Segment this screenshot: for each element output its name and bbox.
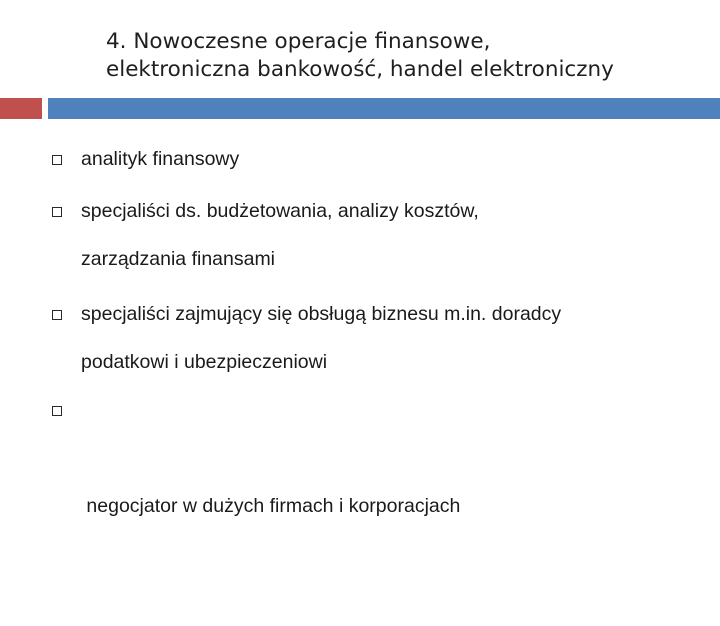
slide-title-line-2: elektroniczna bankowość, handel elektroniczny xyxy=(106,57,614,82)
bullet-text xyxy=(81,187,479,283)
square-bullet-icon xyxy=(52,155,62,165)
bullet-text-line-2: podatkowi i ubezpieczeniowi xyxy=(81,351,328,373)
bullet-text-line-1: analityk finansowy xyxy=(81,148,240,170)
slide-title-line-1: 4. Nowoczesne operacje finansowe, xyxy=(106,29,491,54)
bullet-text-line-1: specjaliści zajmujący się obsługą biznesu m.in. doradcy xyxy=(81,303,562,325)
bullet-text xyxy=(81,290,561,386)
bullet-text-line-1: negocjator w dużych firmach i korporacjach xyxy=(81,495,461,517)
bullet-text-line-2: zarządzania finansami xyxy=(81,248,276,270)
slide-title xyxy=(106,28,706,84)
bullet-text-line-1: specjaliści ds. budżetowania, analizy kosztów, xyxy=(81,200,479,222)
square-bullet-icon xyxy=(52,406,62,416)
square-bullet-icon xyxy=(52,310,62,320)
bullet-text xyxy=(81,386,460,626)
square-bullet-icon xyxy=(52,207,62,217)
accent-bar-blue xyxy=(48,98,720,119)
bullet-text xyxy=(81,135,239,183)
accent-bar-red xyxy=(0,98,42,119)
